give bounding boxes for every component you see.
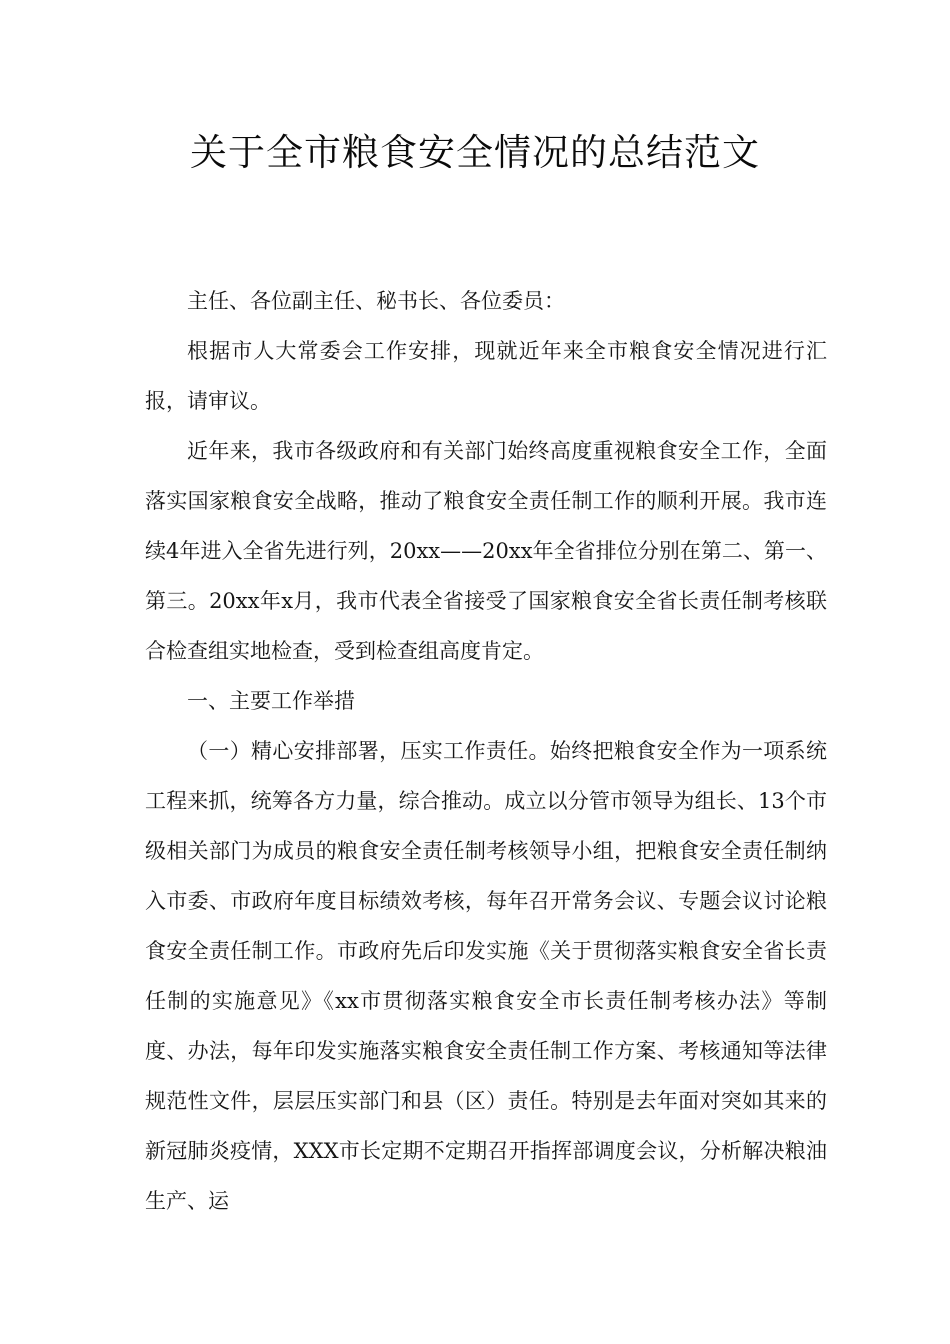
overview-paragraph: 近年来，我市各级政府和有关部门始终高度重视粮食安全工作，全面落实国家粮食安全战略，推动了粮食安全责任制工作的顺利开展。我市连续4年进入全省先进行列，20xx——20xx年全省排位分别在第二、第一、第三。20xx年x月，我市代表全省接受了国家粮食安全省长责任制考核联合检查组实地检查，受到检查组高度肯定。 bbox=[145, 439, 827, 663]
intro-paragraph: 根据市人大常委会工作安排，现就近年来全市粮食安全情况进行汇报，请审议。 bbox=[145, 339, 827, 413]
document-body bbox=[145, 276, 827, 1226]
section-heading: 一、主要工作举措 bbox=[187, 689, 355, 713]
salutation-paragraph: 主任、各位副主任、秘书长、各位委员： bbox=[187, 289, 565, 313]
section-paragraph: （一）精心安排部署，压实工作责任。始终把粮食安全作为一项系统工程来抓，统筹各方力量，综合推动。成立以分管市领导为组长、13个市级相关部门为成员的粮食安全责任制考核领导小组，把粮食安全责任制纳入市委、市政府年度目标绩效考核，每年召开常务会议、专题会议讨论粮食安全责任制工作。市政府先后印发实施《关于贯彻落实粮食安全省长责任制的实施意见》《xx市贯彻落实粮食安全市长责任制考核办法》等制度、办法，每年印发实施落实粮食安全责任制工作方案、考核通知等法律规范性文件，层层压实部门和县（区）责任。特别是去年面对突如其来的新冠肺炎疫情，XXX市长定期不定期召开指挥部调度会议，分析解决粮油生产、运 bbox=[145, 739, 827, 1213]
document-title: 关于全市粮食安全情况的总结范文 bbox=[190, 131, 760, 174]
